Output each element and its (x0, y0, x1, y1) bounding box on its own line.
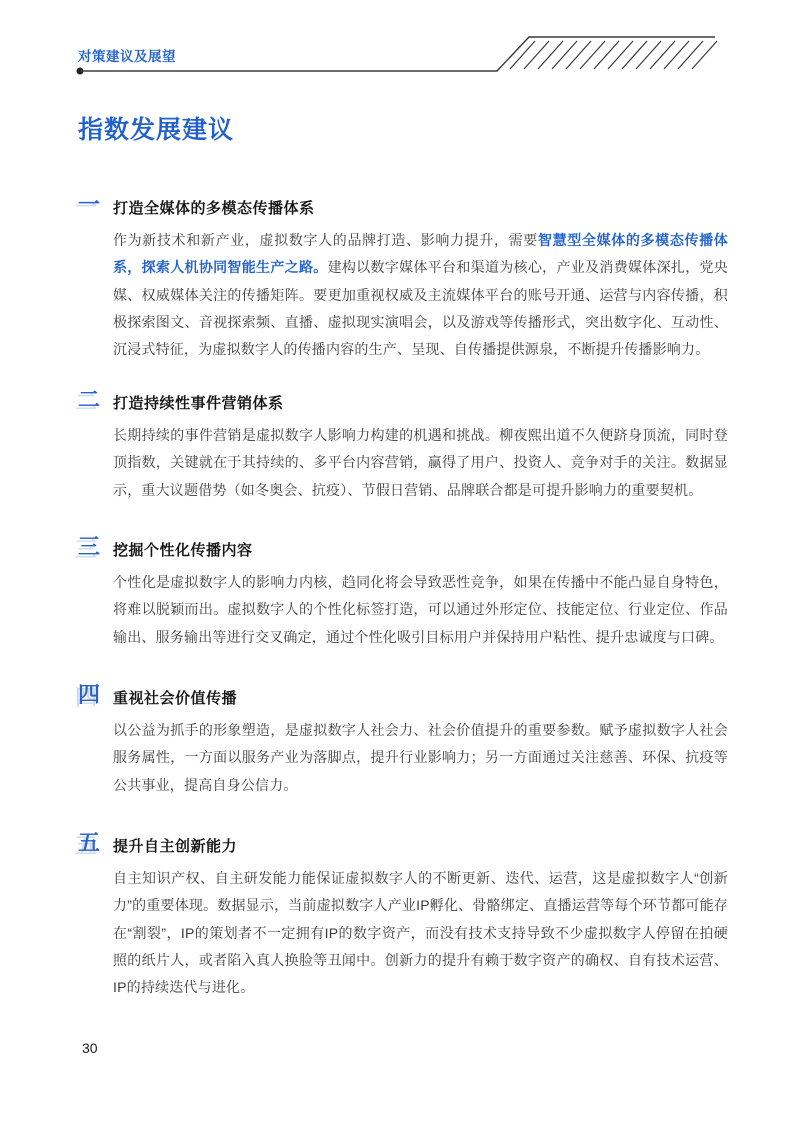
body-segment: 长期持续的事件营销是虚拟数字人影响力构建的机遇和挑战。柳夜熙出道不久便跻身顶流，同时登顶指数，关键就在于其持续的、多平台内容营销，赢得了用户、投资人、竞争对手的关注。数据显示，重大议题借势（如冬奥会、抗疫）、节假日营销、品牌联合都是可提升影响力的重要契机。 (113, 427, 728, 498)
section-numeral: 二 (78, 387, 101, 412)
section-head (78, 389, 728, 413)
section-numeral: 一 (78, 192, 101, 217)
section-heading: 重视社会价值传播 (113, 690, 238, 707)
section-heading: 挖掘个性化传播内容 (113, 542, 253, 559)
page-title: 指数发展建议 (78, 116, 235, 144)
section-head (78, 684, 728, 708)
section-heading: 打造全媒体的多模态传播体系 (113, 200, 315, 217)
section-body (113, 569, 728, 651)
section-innovation-capability (78, 832, 728, 1001)
body-segment: 自主知识产权、自主研发能力能保证虚拟数字人的不断更新、迭代、运营，这是虚拟数字人“创新力”的重要体现。数据显示，当前虚拟数字人产业IP孵化、骨骼绑定、直播运营等每个环节都可能存在“割裂”，IP的策划者不一定拥有IP的数字资产，而没有技术支持导致不少虚拟数字人停留在拍硬照的纸片人，或者陷入真人换脸等丑闻中。创新力的提升有赖于数字资产的确权、自有技术运营、IP的持续迭代与进化。 (113, 870, 728, 996)
section-body (113, 422, 728, 504)
section-numeral: 三 (78, 534, 101, 559)
section-heading: 提升自主创新能力 (113, 838, 238, 855)
section-head (78, 194, 728, 218)
section-body (113, 717, 728, 799)
body-segment: 以公益为抓手的形象塑造，是虚拟数字人社会力、社会价值提升的重要参数。赋予虚拟数字人社会服务属性，一方面以服务产业为落脚点，提升行业影响力；另一方面通过关注慈善、环保、抗疫等公共事业，提高自身公信力。 (113, 722, 728, 793)
section-body (113, 227, 728, 363)
body-segment: 作为新技术和新产业，虚拟数字人的品牌打造、影响力提升，需要 (113, 232, 538, 248)
body-segment: 建构以数字媒体平台和渠道为核心，产业及消费媒体深扎，党央媒、权威媒体关注的传播矩阵。要更加重视权威及主流媒体平台的账号开通、运营与内容传播，积极探索图文、音视探索频、直播、虚拟现实演唱会，以及游戏等传播形式，突出数字化、互动性、沉浸式特征，为虚拟数字人的传播内容的生产、呈现、自传播提供源泉，不断提升传播影响力。 (113, 259, 728, 358)
page-number: 30 (82, 1040, 98, 1056)
breadcrumb: 对策建议及展望 (78, 49, 176, 64)
section-event-marketing (78, 389, 728, 504)
section-head (78, 536, 728, 560)
section-personalized-content (78, 536, 728, 651)
body-segment-accent: 智慧型全媒体的多模态传播体系，探索人机协同智能生产之路。 (113, 232, 728, 276)
section-heading: 打造持续性事件营销体系 (113, 395, 284, 412)
section-social-value (78, 684, 728, 799)
body-segment: 个性化是虚拟数字人的影响力内核，趋同化将会导致恶性竞争，如果在传播中不能凸显自身特色，将难以脱颖而出。虚拟数字人的个性化标签打造，可以通过外形定位、技能定位、行业定位、作品输出、服务输出等进行交叉确定，通过个性化吸引目标用户并保持用户粘性、提升忠诚度与口碑。 (113, 574, 728, 645)
section-head (78, 832, 728, 856)
section-numeral: 五 (78, 830, 101, 855)
section-numeral: 四 (78, 682, 101, 707)
section-multimodal-communication (78, 194, 728, 363)
section-body (113, 865, 728, 1001)
